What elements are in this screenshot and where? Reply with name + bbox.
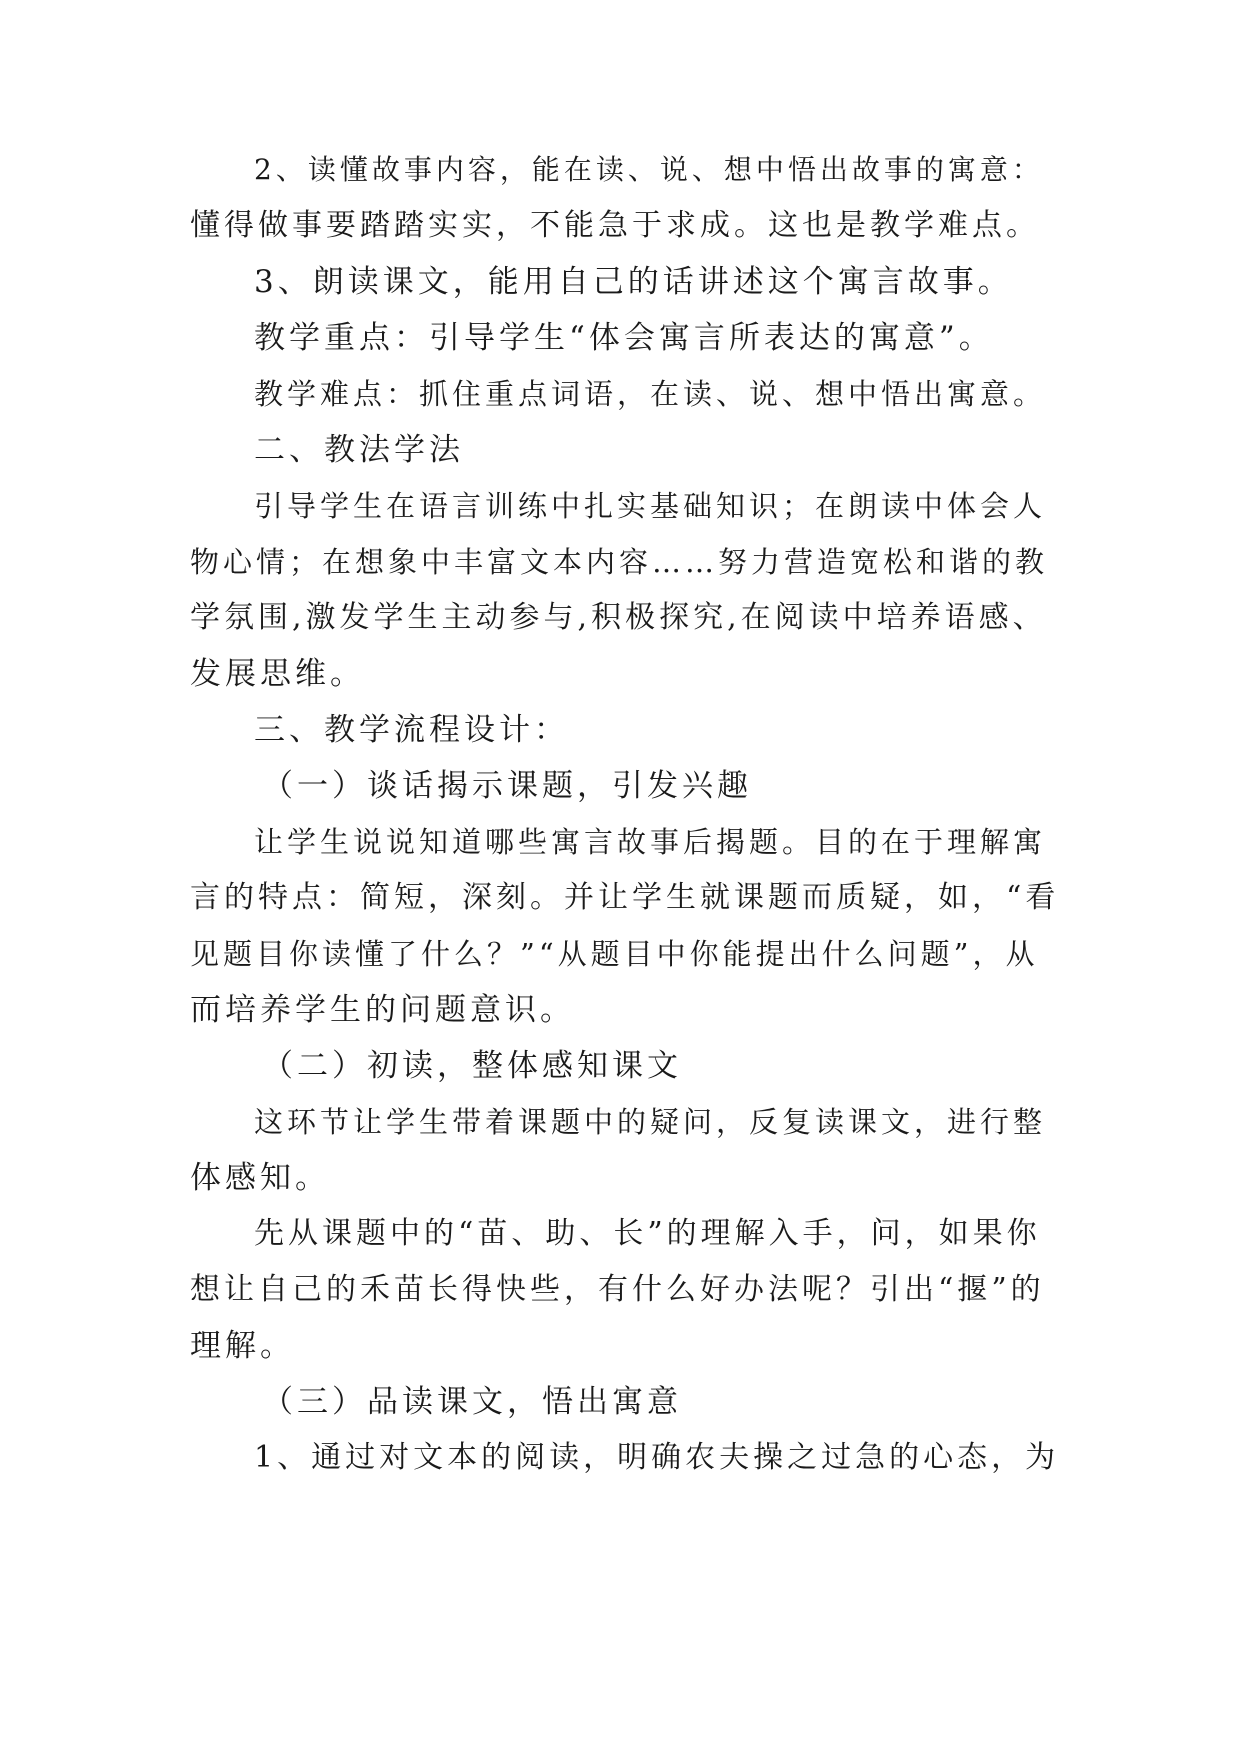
paragraph-line: 3、朗读课文，能用自己的话讲述这个寓言故事。 — [254, 264, 1013, 300]
paragraph-line: 引导学生在语言训练中扎实基础知识；在朗读中体会人 — [254, 489, 1047, 523]
paragraph-line: 物心情；在想象中丰富文本内容……努力营造宽松和谐的教 — [190, 545, 1049, 579]
paragraph-line: 理解。 — [190, 1328, 295, 1364]
paragraph-line: 学氛围,激发学生主动参与,积极探究,在阅读中培养语感、 — [190, 600, 1047, 635]
paragraph-line: 懂得做事要踏踏实实，不能急于求成。这也是教学难点。 — [190, 208, 1040, 243]
paragraph-line: 体感知。 — [190, 1160, 330, 1196]
paragraph-line: 先从课题中的“苗、助、长”的理解入手，问，如果你 — [254, 1216, 1041, 1251]
subsection-heading: （一）谈话揭示课题，引发兴趣 — [262, 768, 752, 804]
paragraph-line: 见题目你读懂了什么？”“从题目中你能提出什么问题”，从 — [190, 937, 1039, 971]
paragraph-line: 言的特点：简短，深刻。并让学生就课题而质疑，如，“看 — [190, 880, 1060, 915]
paragraph-line: 发展思维。 — [190, 656, 365, 692]
paragraph-line: 1、通过对文本的阅读，明确农夫操之过急的心态，为 — [254, 1440, 1060, 1475]
key-point-line: 教学重点：引导学生“体会寓言所表达的寓意”。 — [254, 320, 994, 356]
paragraph-line: 2、读懂故事内容，能在读、说、想中悟出故事的寓意： — [254, 153, 1044, 186]
subsection-heading: （二）初读，整体感知课文 — [262, 1048, 682, 1084]
difficulty-line: 教学难点：抓住重点词语，在读、说、想中悟出寓意。 — [254, 377, 1047, 411]
paragraph-line: 想让自己的禾苗长得快些，有什么好办法呢？引出“揠”的 — [190, 1272, 1045, 1307]
section-heading: 二、教法学法 — [254, 432, 464, 468]
paragraph-line: 让学生说说知道哪些寓言故事后揭题。目的在于理解寓 — [254, 825, 1047, 859]
paragraph-line: 这环节让学生带着课题中的疑问，反复读课文，进行整 — [254, 1105, 1047, 1139]
section-heading: 三、教学流程设计： — [254, 712, 569, 748]
subsection-heading: （三）品读课文，悟出寓意 — [262, 1384, 682, 1420]
paragraph-line: 而培养学生的问题意识。 — [190, 992, 575, 1028]
